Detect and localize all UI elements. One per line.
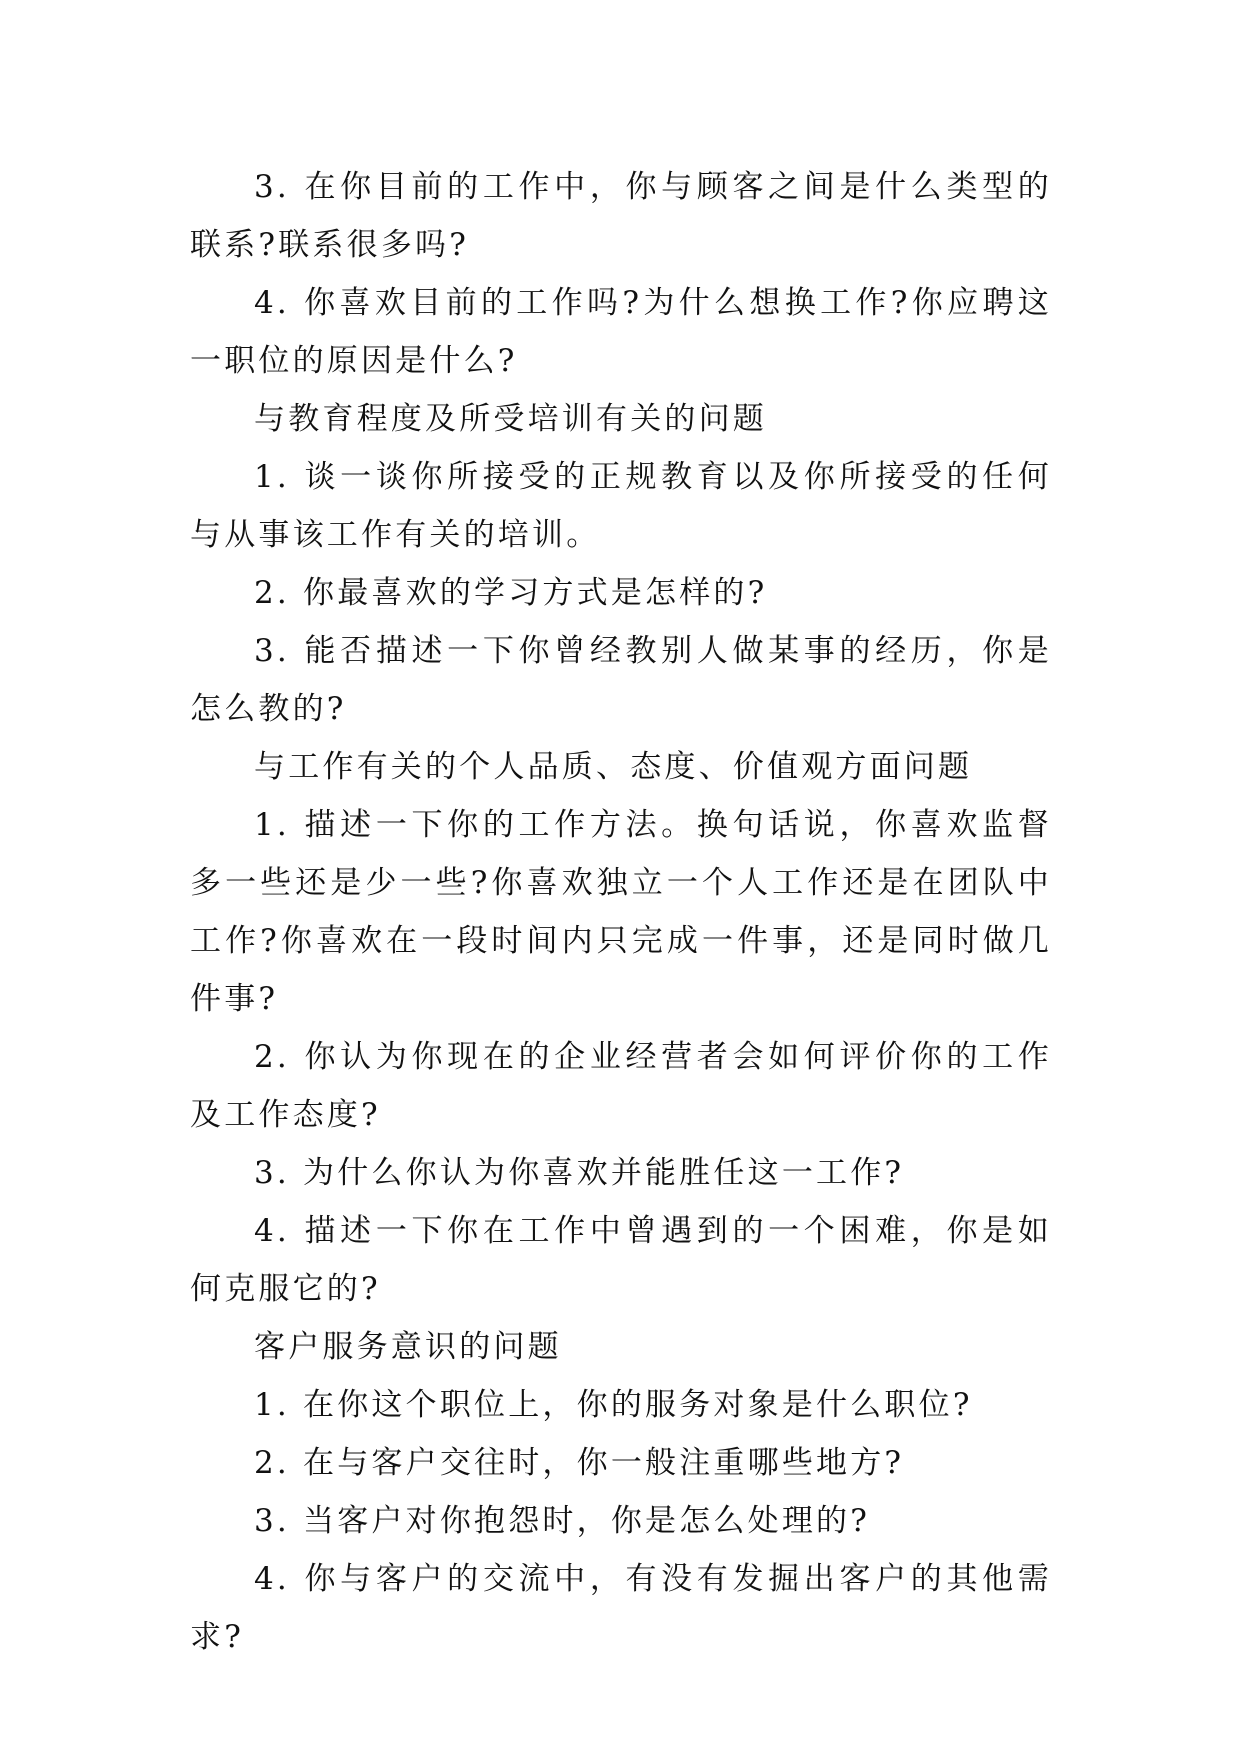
section-heading: 与教育程度及所受培训有关的问题 [254,401,767,437]
question-paragraph: 4. 你喜欢目前的工作吗?为什么想换工作?你应聘这一职位的原因是什么? [190,285,1052,379]
question-paragraph: 4. 描述一下你在工作中曾遇到的一个困难，你是如何克服它的? [190,1213,1052,1307]
question-paragraph: 3. 能否描述一下你曾经教别人做某事的经历，你是怎么教的? [190,633,1052,727]
question-paragraph: 3. 在你目前的工作中，你与顾客之间是什么类型的联系?联系很多吗? [190,169,1052,263]
section-heading: 客户服务意识的问题 [254,1329,562,1365]
question-paragraph: 1. 在你这个职位上，你的服务对象是什么职位? [254,1387,973,1423]
question-paragraph: 1. 谈一谈你所接受的正规教育以及你所接受的任何与从事该工作有关的培训。 [190,459,1052,553]
question-paragraph: 1. 描述一下你的工作方法。换句话说，你喜欢监督多一些还是少一些?你喜欢独立一个人工作还是在团队中工作?你喜欢在一段时间内只完成一件事，还是同时做几件事? [190,807,1052,1017]
document-body [190,158,1052,1666]
question-paragraph: 3. 为什么你认为你喜欢并能胜任这一工作? [254,1155,905,1191]
question-paragraph: 3. 当客户对你抱怨时，你是怎么处理的? [254,1503,871,1539]
question-paragraph: 2. 你最喜欢的学习方式是怎样的? [254,575,768,611]
question-paragraph: 4. 你与客户的交流中，有没有发掘出客户的其他需求? [190,1561,1052,1655]
section-heading: 与工作有关的个人品质、态度、价值观方面问题 [254,749,973,785]
question-paragraph: 2. 你认为你现在的企业经营者会如何评价你的工作及工作态度? [190,1039,1052,1133]
question-paragraph: 2. 在与客户交往时，你一般注重哪些地方? [254,1445,905,1481]
